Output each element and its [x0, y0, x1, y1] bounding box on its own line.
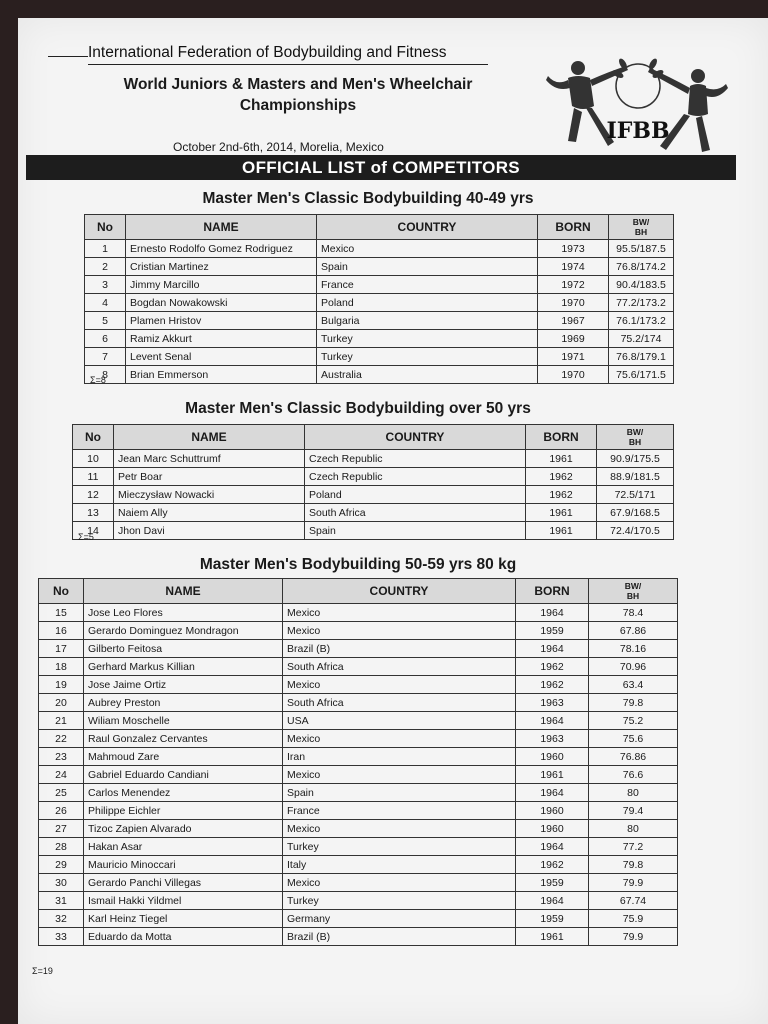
competitor-born: 1960: [516, 820, 589, 838]
competitor-country: South Africa: [305, 504, 526, 522]
competitor-born: 1962: [516, 676, 589, 694]
competitor-born: 1964: [516, 604, 589, 622]
competitor-number: 6: [85, 330, 126, 348]
competitor-born: 1964: [516, 640, 589, 658]
competitor-number: 16: [39, 622, 84, 640]
category-title: Master Men's Classic Bodybuilding over 50 yrs: [185, 400, 531, 417]
competitor-name: Raul Gonzalez Cervantes: [84, 730, 283, 748]
col-bw-bottom: BH: [634, 227, 648, 237]
competitor-country: Turkey: [317, 348, 538, 366]
col-bw-bh: [597, 425, 674, 450]
competitor-country: Italy: [283, 856, 516, 874]
competitor-born: 1959: [516, 910, 589, 928]
event-title: [78, 74, 518, 116]
table-row: [85, 366, 674, 384]
competitor-country: Mexico: [317, 240, 538, 258]
col-no: No: [73, 425, 114, 450]
competitor-born: 1967: [538, 312, 609, 330]
event-date-location: October 2nd-6th, 2014, Morelia, Mexico: [173, 140, 384, 154]
competitor-name: Gerhard Markus Killian: [84, 658, 283, 676]
competitor-number: 13: [73, 504, 114, 522]
competitor-number: 14: [73, 522, 114, 540]
competitor-born: 1964: [516, 892, 589, 910]
col-bw-bottom: BH: [628, 437, 642, 447]
competitor-country: Poland: [317, 294, 538, 312]
table-row: [39, 820, 678, 838]
competitor-country: Mexico: [283, 676, 516, 694]
table-row: [39, 838, 678, 856]
table-row: [39, 892, 678, 910]
competitor-country: Germany: [283, 910, 516, 928]
event-title-line1: World Juniors & Masters and Men's Wheelchair: [123, 76, 473, 93]
official-list-banner: OFFICIAL LIST of COMPETITORS: [26, 155, 736, 180]
competitor-number: 8: [85, 366, 126, 384]
competitor-number: 20: [39, 694, 84, 712]
competitor-born: 1969: [538, 330, 609, 348]
table-row: [39, 622, 678, 640]
header-rule: [48, 56, 88, 57]
competitor-number: 4: [85, 294, 126, 312]
competitor-name: Gerardo Panchi Villegas: [84, 874, 283, 892]
competitor-name: Eduardo da Motta: [84, 928, 283, 946]
competitor-table: [38, 578, 678, 946]
competitor-country: USA: [283, 712, 516, 730]
table-row: [39, 658, 678, 676]
competitor-bw-bh: 79.8: [589, 694, 678, 712]
col-bw-top: BW/: [632, 217, 650, 227]
table-body: [39, 604, 678, 946]
competitor-bw-bh: 77.2/173.2: [609, 294, 674, 312]
col-no: No: [39, 579, 84, 604]
table-row: [85, 330, 674, 348]
competitor-number: 25: [39, 784, 84, 802]
table-row: [39, 784, 678, 802]
competitor-country: Brazil (B): [283, 928, 516, 946]
competitor-number: 18: [39, 658, 84, 676]
competitor-number: 27: [39, 820, 84, 838]
competitor-bw-bh: 75.6/171.5: [609, 366, 674, 384]
col-no: No: [85, 215, 126, 240]
col-country: COUNTRY: [305, 425, 526, 450]
competitor-name: Mieczysław Nowacki: [114, 486, 305, 504]
col-born: BORN: [526, 425, 597, 450]
competitor-bw-bh: 75.9: [589, 910, 678, 928]
table-row: [85, 276, 674, 294]
table-row: [39, 802, 678, 820]
competitor-count: Σ=5: [78, 532, 94, 542]
competitor-bw-bh: 67.74: [589, 892, 678, 910]
col-country: COUNTRY: [317, 215, 538, 240]
competitor-bw-bh: 79.4: [589, 802, 678, 820]
col-bw-bottom: BH: [626, 591, 640, 601]
competitor-bw-bh: 75.2: [589, 712, 678, 730]
competitor-bw-bh: 76.8/179.1: [609, 348, 674, 366]
competitor-country: Spain: [305, 522, 526, 540]
table-row: [85, 294, 674, 312]
competitor-country: Czech Republic: [305, 450, 526, 468]
competitor-born: 1959: [516, 874, 589, 892]
competitor-bw-bh: 76.8/174.2: [609, 258, 674, 276]
table-row: [39, 676, 678, 694]
competitor-born: 1960: [516, 748, 589, 766]
competitor-number: 17: [39, 640, 84, 658]
competitor-name: Gerardo Dominguez Mondragon: [84, 622, 283, 640]
table-row: [39, 748, 678, 766]
competitor-born: 1970: [538, 294, 609, 312]
competitor-number: 33: [39, 928, 84, 946]
competitor-name: Plamen Hristov: [126, 312, 317, 330]
competitor-name: Gilberto Feitosa: [84, 640, 283, 658]
competitor-number: 19: [39, 676, 84, 694]
table-row: [39, 604, 678, 622]
competitor-country: South Africa: [283, 658, 516, 676]
competitor-number: 24: [39, 766, 84, 784]
competitor-born: 1961: [526, 450, 597, 468]
competitor-bw-bh: 95.5/187.5: [609, 240, 674, 258]
table-row: [73, 522, 674, 540]
competitor-country: Mexico: [283, 730, 516, 748]
competitor-country: Australia: [317, 366, 538, 384]
competitor-bw-bh: 90.4/183.5: [609, 276, 674, 294]
competitor-bw-bh: 67.9/168.5: [597, 504, 674, 522]
competitor-country: Mexico: [283, 874, 516, 892]
competitor-bw-bh: 76.1/173.2: [609, 312, 674, 330]
competitor-name: Ramiz Akkurt: [126, 330, 317, 348]
competitor-born: 1970: [538, 366, 609, 384]
competitor-name: Philippe Eichler: [84, 802, 283, 820]
competitor-born: 1963: [516, 730, 589, 748]
competitor-number: 30: [39, 874, 84, 892]
table-row: [73, 450, 674, 468]
competitor-bw-bh: 80: [589, 820, 678, 838]
competitor-bw-bh: 77.2: [589, 838, 678, 856]
competitor-name: Ernesto Rodolfo Gomez Rodriguez: [126, 240, 317, 258]
competitor-country: Turkey: [317, 330, 538, 348]
competitor-number: 1: [85, 240, 126, 258]
competitor-number: 12: [73, 486, 114, 504]
competitor-bw-bh: 67.86: [589, 622, 678, 640]
competitor-name: Gabriel Eduardo Candiani: [84, 766, 283, 784]
competitor-country: Spain: [317, 258, 538, 276]
competitor-name: Petr Boar: [114, 468, 305, 486]
competitor-country: Bulgaria: [317, 312, 538, 330]
competitor-name: Aubrey Preston: [84, 694, 283, 712]
competitor-bw-bh: 63.4: [589, 676, 678, 694]
competitor-name: Jose Leo Flores: [84, 604, 283, 622]
competitor-number: 21: [39, 712, 84, 730]
competitor-country: Mexico: [283, 622, 516, 640]
competitor-born: 1964: [516, 784, 589, 802]
col-name: NAME: [126, 215, 317, 240]
table-row: [85, 348, 674, 366]
competitor-country: France: [283, 802, 516, 820]
table-row: [39, 694, 678, 712]
competitor-born: 1962: [526, 468, 597, 486]
competitor-name: Hakan Asar: [84, 838, 283, 856]
competitor-number: 29: [39, 856, 84, 874]
competitor-name: Tizoc Zapien Alvarado: [84, 820, 283, 838]
competitor-bw-bh: 78.4: [589, 604, 678, 622]
competitor-number: 7: [85, 348, 126, 366]
table-row: [85, 312, 674, 330]
competitor-bw-bh: 72.5/171: [597, 486, 674, 504]
competitor-country: Spain: [283, 784, 516, 802]
table-row: [73, 504, 674, 522]
competitor-born: 1961: [526, 522, 597, 540]
competitor-born: 1973: [538, 240, 609, 258]
competitor-country: Poland: [305, 486, 526, 504]
col-born: BORN: [516, 579, 589, 604]
table-row: [85, 258, 674, 276]
competitor-born: 1974: [538, 258, 609, 276]
table-row: [39, 874, 678, 892]
table-row: [39, 712, 678, 730]
competitor-country: Mexico: [283, 604, 516, 622]
competitor-born: 1961: [516, 928, 589, 946]
col-country: COUNTRY: [283, 579, 516, 604]
competitor-bw-bh: 79.9: [589, 874, 678, 892]
competitor-bw-bh: 88.9/181.5: [597, 468, 674, 486]
competitor-name: Mahmoud Zare: [84, 748, 283, 766]
competitor-born: 1971: [538, 348, 609, 366]
competitor-born: 1960: [516, 802, 589, 820]
col-name: NAME: [84, 579, 283, 604]
event-title-line2: Championships: [239, 97, 357, 114]
col-bw-bh: [609, 215, 674, 240]
table-row: [39, 730, 678, 748]
competitor-bw-bh: 76.6: [589, 766, 678, 784]
competitor-born: 1961: [526, 504, 597, 522]
competitor-number: 10: [73, 450, 114, 468]
competitor-bw-bh: 79.8: [589, 856, 678, 874]
col-bw-top: BW/: [626, 427, 644, 437]
competitor-name: Levent Senal: [126, 348, 317, 366]
logo-text: IFBB: [606, 118, 670, 144]
table-header-row: [39, 579, 678, 604]
competitor-born: 1961: [516, 766, 589, 784]
table-header-row: [73, 425, 674, 450]
competitor-number: 5: [85, 312, 126, 330]
table-row: [39, 856, 678, 874]
competitor-country: Mexico: [283, 820, 516, 838]
competitor-born: 1964: [516, 712, 589, 730]
competitor-number: 28: [39, 838, 84, 856]
competitor-bw-bh: 75.2/174: [609, 330, 674, 348]
competitor-number: 31: [39, 892, 84, 910]
table-header-row: [85, 215, 674, 240]
competitor-bw-bh: 72.4/170.5: [597, 522, 674, 540]
competitor-bw-bh: 90.9/175.5: [597, 450, 674, 468]
competitor-name: Mauricio Minoccari: [84, 856, 283, 874]
competitor-name: Jimmy Marcillo: [126, 276, 317, 294]
col-born: BORN: [538, 215, 609, 240]
category-title: Master Men's Classic Bodybuilding 40-49 yrs: [202, 190, 534, 207]
competitor-name: Ismail Hakki Yildmel: [84, 892, 283, 910]
col-bw-top: BW/: [624, 581, 642, 591]
competitor-number: 22: [39, 730, 84, 748]
organization-underline: [88, 64, 488, 65]
competitor-born: 1962: [516, 658, 589, 676]
competitor-bw-bh: 80: [589, 784, 678, 802]
competitor-country: Mexico: [283, 766, 516, 784]
competitor-number: 3: [85, 276, 126, 294]
competitor-name: Jean Marc Schuttrumf: [114, 450, 305, 468]
competitor-born: 1972: [538, 276, 609, 294]
competitor-country: Brazil (B): [283, 640, 516, 658]
category-title: Master Men's Bodybuilding 50-59 yrs 80 kg: [199, 556, 517, 573]
competitor-country: Turkey: [283, 838, 516, 856]
table-body: [85, 240, 674, 384]
competitor-name: Bogdan Nowakowski: [126, 294, 317, 312]
competitor-born: 1963: [516, 694, 589, 712]
col-bw-bh: [589, 579, 678, 604]
competitor-number: 11: [73, 468, 114, 486]
competitor-table: [84, 214, 674, 384]
competitor-number: 23: [39, 748, 84, 766]
document-page: [18, 18, 768, 1024]
competitor-bw-bh: 75.6: [589, 730, 678, 748]
table-row: [39, 928, 678, 946]
competitor-bw-bh: 76.86: [589, 748, 678, 766]
competitor-country: Iran: [283, 748, 516, 766]
competitor-count: Σ=8: [90, 375, 106, 385]
competitor-number: 2: [85, 258, 126, 276]
table-row: [73, 468, 674, 486]
competitor-name: Brian Emmerson: [126, 366, 317, 384]
competitor-born: 1959: [516, 622, 589, 640]
competitor-bw-bh: 79.9: [589, 928, 678, 946]
table-row: [73, 486, 674, 504]
competitor-name: Cristian Martinez: [126, 258, 317, 276]
competitor-country: South Africa: [283, 694, 516, 712]
competitor-table: [72, 424, 674, 540]
competitor-bw-bh: 70.96: [589, 658, 678, 676]
competitor-number: 15: [39, 604, 84, 622]
competitor-name: Jhon Davi: [114, 522, 305, 540]
competitor-number: 32: [39, 910, 84, 928]
competitor-born: 1964: [516, 838, 589, 856]
competitor-name: Karl Heinz Tiegel: [84, 910, 283, 928]
competitor-country: France: [317, 276, 538, 294]
table-row: [39, 910, 678, 928]
competitor-born: 1962: [516, 856, 589, 874]
col-name: NAME: [114, 425, 305, 450]
table-row: [85, 240, 674, 258]
organization-name: International Federation of Bodybuilding and Fitness: [88, 44, 447, 61]
competitor-name: Naiem Ally: [114, 504, 305, 522]
competitor-country: Turkey: [283, 892, 516, 910]
competitor-born: 1962: [526, 486, 597, 504]
competitor-country: Czech Republic: [305, 468, 526, 486]
competitor-name: Jose Jaime Ortiz: [84, 676, 283, 694]
competitor-name: Wiliam Moschelle: [84, 712, 283, 730]
competitor-bw-bh: 78.16: [589, 640, 678, 658]
competitor-count: Σ=19: [32, 966, 53, 976]
table-row: [39, 766, 678, 784]
competitor-name: Carlos Menendez: [84, 784, 283, 802]
competitor-number: 26: [39, 802, 84, 820]
table-row: [39, 640, 678, 658]
table-body: [73, 450, 674, 540]
